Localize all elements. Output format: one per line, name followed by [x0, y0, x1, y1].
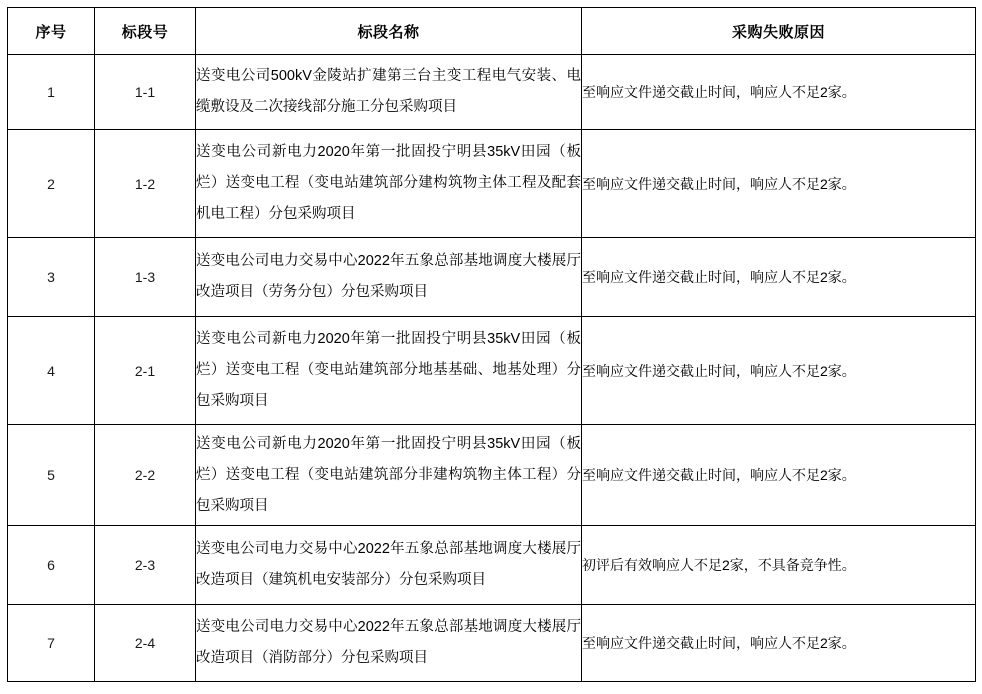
cell-lot-number: 2-1: [95, 317, 196, 425]
cell-failure-reason: 至响应文件递交截止时间，响应人不足2家。: [582, 425, 976, 526]
cell-lot-name: 送变电公司新电力2020年第一批固投宁明县35kV田园（板烂）送变电工程（变电站建筑部分建构筑物主体工程及配套机电工程）分包采购项目: [196, 130, 582, 238]
table-body: [8, 55, 976, 682]
cell-lot-number: 1-3: [95, 238, 196, 317]
cell-lot-number: 1-2: [95, 130, 196, 238]
cell-lot-name: 送变电公司500kV金陵站扩建第三台主变工程电气安装、电缆敷设及二次接线部分施工分包采购项目: [196, 55, 582, 130]
cell-sequence: 5: [8, 425, 95, 526]
procurement-failure-table: [7, 7, 976, 682]
cell-failure-reason: 至响应文件递交截止时间，响应人不足2家。: [582, 317, 976, 425]
cell-failure-reason: 至响应文件递交截止时间，响应人不足2家。: [582, 55, 976, 130]
column-header-sequence: 序号: [8, 8, 95, 55]
cell-lot-name: 送变电公司电力交易中心2022年五象总部基地调度大楼展厅改造项目（劳务分包）分包采购项目: [196, 238, 582, 317]
table-row: [8, 130, 976, 238]
table-row: [8, 317, 976, 425]
cell-lot-number: 2-2: [95, 425, 196, 526]
table-row: [8, 605, 976, 682]
table-header: [8, 8, 976, 55]
column-header-failure-reason: 采购失败原因: [582, 8, 976, 55]
cell-failure-reason: 初评后有效响应人不足2家，不具备竞争性。: [582, 526, 976, 605]
cell-failure-reason: 至响应文件递交截止时间，响应人不足2家。: [582, 605, 976, 682]
cell-failure-reason: 至响应文件递交截止时间，响应人不足2家。: [582, 130, 976, 238]
table-row: [8, 55, 976, 130]
column-header-lot-number: 标段号: [95, 8, 196, 55]
table-row: [8, 526, 976, 605]
column-header-lot-name: 标段名称: [196, 8, 582, 55]
cell-lot-number: 2-3: [95, 526, 196, 605]
cell-sequence: 1: [8, 55, 95, 130]
cell-lot-name: 送变电公司新电力2020年第一批固投宁明县35kV田园（板烂）送变电工程（变电站建筑部分非建构筑物主体工程）分包采购项目: [196, 425, 582, 526]
cell-sequence: 3: [8, 238, 95, 317]
cell-sequence: 4: [8, 317, 95, 425]
cell-lot-name: 送变电公司电力交易中心2022年五象总部基地调度大楼展厅改造项目（建筑机电安装部分）分包采购项目: [196, 526, 582, 605]
table-header-row: [8, 8, 976, 55]
cell-sequence: 2: [8, 130, 95, 238]
cell-lot-number: 1-1: [95, 55, 196, 130]
table-row: [8, 238, 976, 317]
cell-failure-reason: 至响应文件递交截止时间，响应人不足2家。: [582, 238, 976, 317]
table-row: [8, 425, 976, 526]
cell-lot-number: 2-4: [95, 605, 196, 682]
cell-lot-name: 送变电公司新电力2020年第一批固投宁明县35kV田园（板烂）送变电工程（变电站建筑部分地基基础、地基处理）分包采购项目: [196, 317, 582, 425]
cell-lot-name: 送变电公司电力交易中心2022年五象总部基地调度大楼展厅改造项目（消防部分）分包采购项目: [196, 605, 582, 682]
cell-sequence: 7: [8, 605, 95, 682]
cell-sequence: 6: [8, 526, 95, 605]
